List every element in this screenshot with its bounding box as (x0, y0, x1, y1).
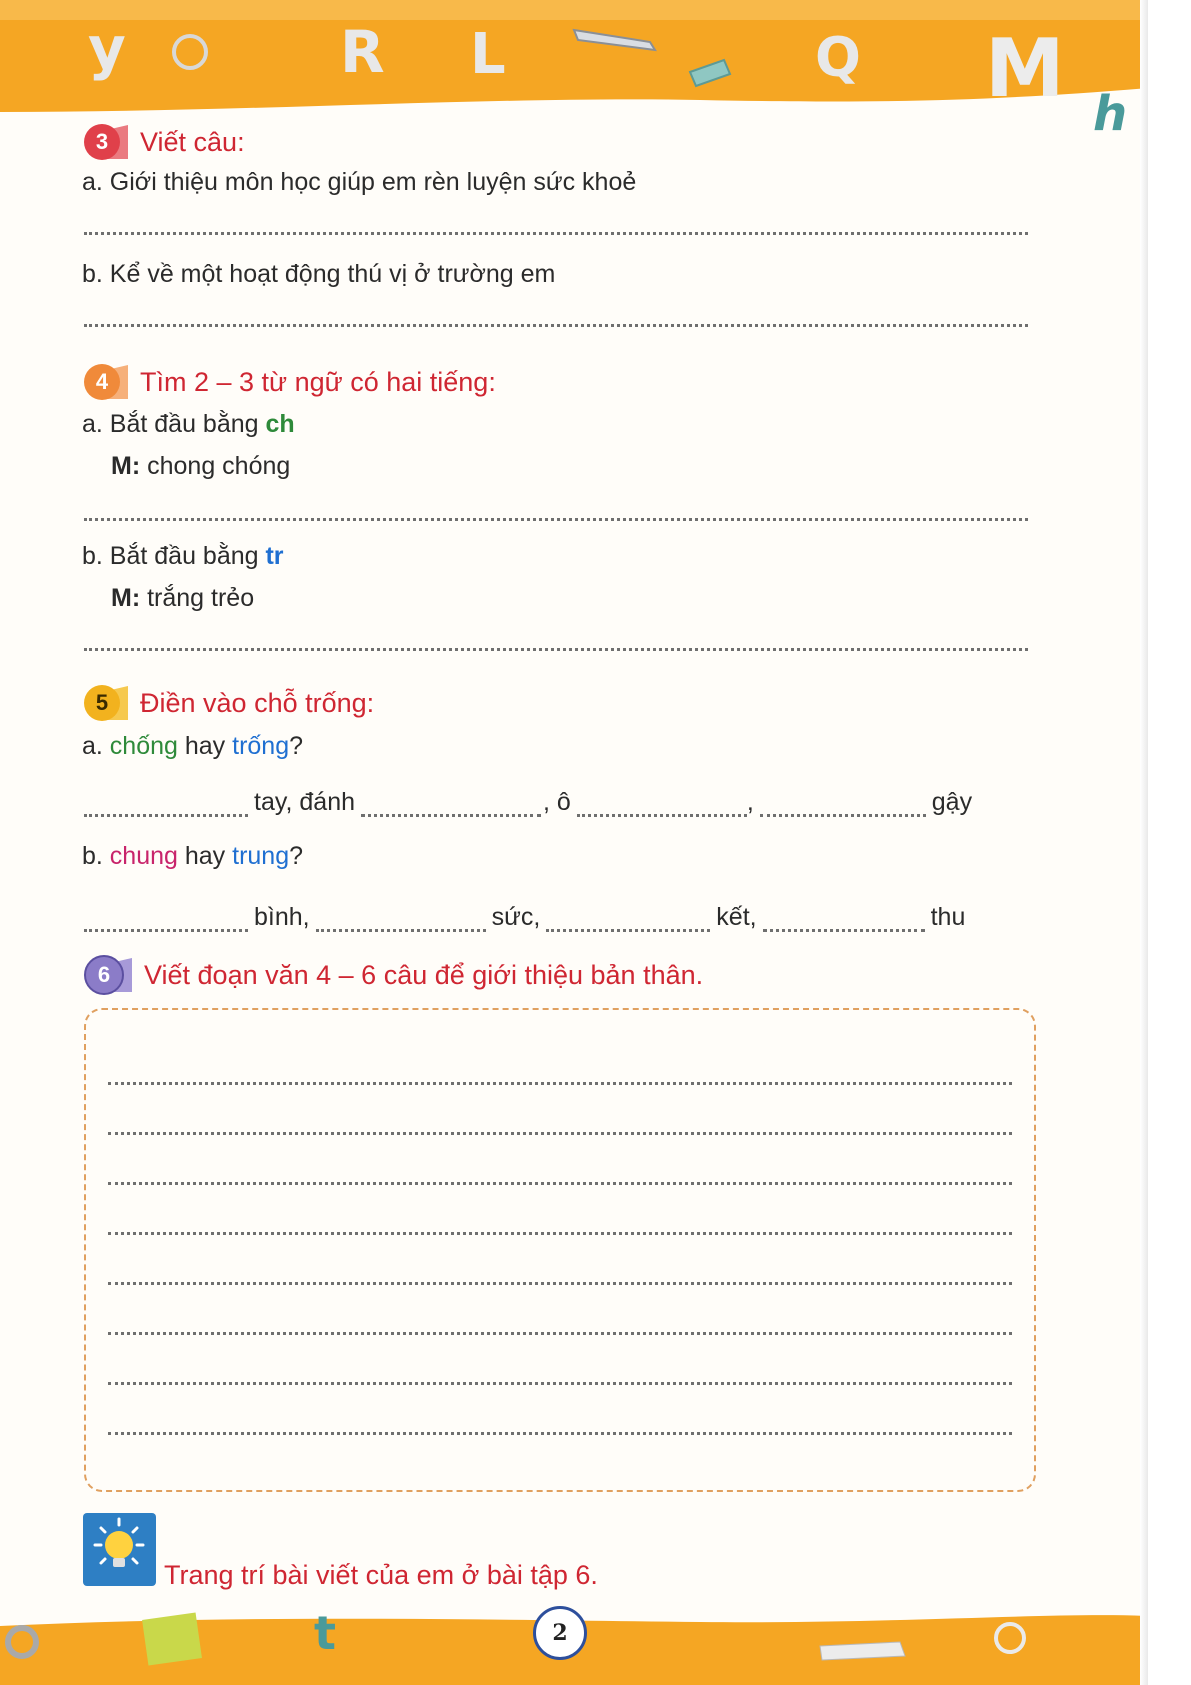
decor-letter-l: L (470, 22, 506, 87)
writing-line[interactable] (108, 1282, 1012, 1285)
blank-5a-1[interactable] (84, 808, 248, 817)
word-chung: chung (109, 842, 178, 870)
exercise-5-title: Điền vào chỗ trống: (140, 687, 375, 718)
writing-line[interactable] (108, 1332, 1012, 1335)
exercise-3-title: Viết câu: (140, 126, 245, 157)
decor-letter-m: M (985, 22, 1065, 115)
blank-5a-4[interactable] (760, 808, 926, 817)
decor-letter-q: Q (815, 26, 861, 89)
writing-line[interactable] (108, 1132, 1012, 1135)
exercise-5b-prompt (82, 842, 303, 871)
tip-text: Trang trí bài viết của em ở bài tập 6. (164, 1560, 598, 1590)
exercise-3b-prompt: b. Kể về một hoạt động thú vị ở trường em (82, 260, 556, 288)
fill-word: ô (556, 788, 571, 816)
exercise-5-heading (84, 684, 374, 722)
blank-5b-2[interactable] (316, 923, 486, 932)
top-decorative-band (0, 0, 1148, 115)
word-trong: trống (232, 732, 290, 760)
answer-line-3b[interactable] (84, 324, 1028, 327)
decor-letter-y: y (88, 14, 126, 82)
exercise-3-heading (84, 123, 245, 161)
exercise-4a-prompt (82, 410, 295, 439)
exercise-3a-prompt: a. Giới thiệu môn học giúp em rèn luyện sức khoẻ (82, 168, 637, 196)
key-letters-ch: ch (265, 410, 295, 438)
answer-line-4a[interactable] (84, 518, 1028, 521)
exercise-5a-prompt (82, 732, 303, 761)
blank-5b-4[interactable] (763, 923, 925, 932)
exercise-4b-example (111, 584, 254, 613)
decor-letter-r: R (340, 18, 385, 86)
exercise-5b-fill-row (82, 903, 1032, 932)
word-hay: hay (177, 842, 233, 870)
exercise-4b-prompt (82, 542, 284, 571)
exercise-4-title: Tìm 2 – 3 từ ngữ có hai tiếng: (140, 366, 496, 397)
fill-word: kết, (716, 903, 757, 931)
blank-5b-3[interactable] (546, 923, 710, 932)
blank-5a-2[interactable] (361, 808, 541, 817)
exercise-4a-example (111, 452, 290, 481)
exercise-5-badge: 5 (84, 685, 120, 721)
writing-box[interactable] (84, 1008, 1036, 1492)
key-letters-tr: tr (265, 542, 284, 570)
writing-line[interactable] (108, 1232, 1012, 1235)
exercise-5a-fill-row: tay, đánh , ô , gậy (82, 788, 1032, 817)
prompt-prefix: a. Bắt đầu bằng (82, 410, 266, 438)
exercise-3-badge: 3 (84, 124, 120, 160)
fill-word: bình, (254, 903, 310, 931)
writing-line[interactable] (108, 1432, 1012, 1435)
page-number: 2 (533, 1606, 587, 1660)
blank-5a-3[interactable] (577, 808, 747, 817)
exercise-4-heading (84, 363, 496, 401)
exercise-6-badge: 6 (84, 955, 124, 995)
writing-line[interactable] (108, 1182, 1012, 1185)
exercise-6-heading (84, 956, 703, 994)
example-label: M: (111, 452, 141, 480)
word-chong: chống (109, 732, 178, 760)
example-text: trắng trẻo (140, 584, 255, 612)
question-mark: ? (289, 732, 304, 760)
writing-line[interactable] (108, 1382, 1012, 1385)
decor-letter-h: h (1093, 86, 1128, 142)
example-label: M: (111, 584, 141, 612)
fill-word: gậy (931, 788, 973, 816)
fill-comma: , (746, 788, 754, 816)
lightbulb-icon (83, 1513, 156, 1586)
question-mark: ? (289, 842, 304, 870)
fill-word: tay, đánh (254, 788, 356, 816)
exercise-4-badge: 4 (84, 364, 120, 400)
fill-word: sức, (491, 903, 541, 931)
prompt-label: a. (82, 732, 110, 760)
answer-line-3a[interactable] (84, 232, 1028, 235)
blank-5b-1[interactable] (84, 923, 248, 932)
word-trung: trung (232, 842, 290, 870)
word-hay: hay (177, 732, 233, 760)
prompt-prefix: b. Bắt đầu bằng (82, 542, 266, 570)
decor-letter-t: t (314, 1606, 336, 1660)
prompt-label: b. (82, 842, 110, 870)
writing-line[interactable] (108, 1082, 1012, 1085)
example-text: chong chóng (140, 452, 291, 480)
exercise-6-title: Viết đoạn văn 4 – 6 câu để giới thiệu bản thân. (144, 959, 704, 990)
answer-line-4b[interactable] (84, 648, 1028, 651)
fill-word: thu (930, 903, 966, 931)
